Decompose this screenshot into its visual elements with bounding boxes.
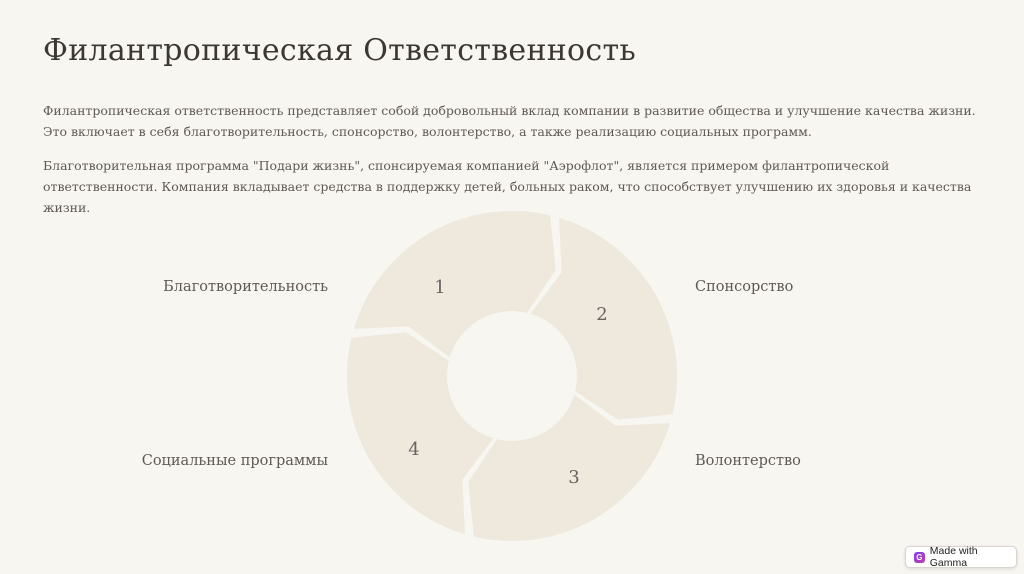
segment-number-2: 2 [596,304,608,325]
example-paragraph: Благотворительная программа "Подари жизнь", спонсируемая компанией "Аэрофлот", является примером филантропической ответственности. Компания вкладывает средства в поддержку детей, больных раком, что способствует улучшению их здоровья и качества жизни. [43,158,972,215]
label-volunteering: Волонтерство [695,453,801,469]
gamma-logo-icon: G [914,552,925,563]
page-title: Филантропическая Ответственность [43,33,637,68]
segment-number-3: 3 [568,467,580,488]
label-sponsorship: Спонсорство [695,279,794,295]
segment-number-4: 4 [408,439,420,460]
label-charity: Благотворительность [163,279,328,295]
segment-number-1: 1 [434,277,446,298]
label-social-programs: Социальные программы [141,453,328,469]
badge-label: Made with Gamma [929,545,978,569]
intro-paragraph: Филантропическая ответственность представляет собой добровольный вклад компании в развитие общества и улучшение качества жизни. Это включает в себя благотворительность, спонсорство, волонтерство, а также реализацию социальных программ. [43,103,976,139]
made-with-gamma-badge[interactable] [905,546,1017,568]
